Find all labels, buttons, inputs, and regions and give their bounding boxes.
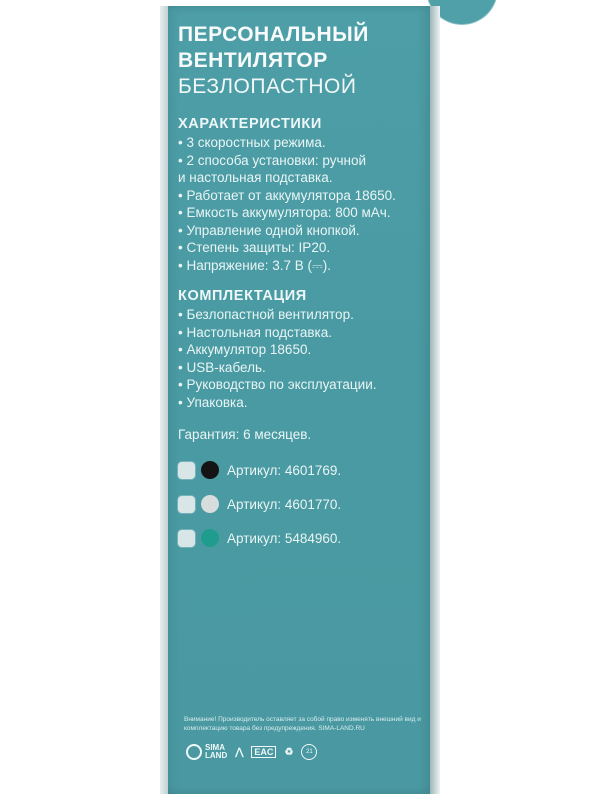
sima-land-logo: [186, 744, 227, 760]
sima-land-logo-icon: [186, 744, 202, 760]
title-line-3: БЕЗЛОПАСТНОЙ: [178, 75, 357, 98]
brand-line-1: SIMA: [205, 743, 225, 752]
checkbox-square-icon: [178, 530, 195, 547]
color-dot-black: [201, 461, 219, 479]
list-item: • 3 скоростных режима.: [178, 135, 326, 150]
certification-logos: [186, 744, 317, 760]
articles-list: [178, 460, 428, 548]
list-item: • Настольная подставка.: [178, 324, 332, 340]
list-item: • USB-кабель.: [178, 359, 266, 375]
checkbox-square-icon: [178, 496, 195, 513]
list-item: • Работает от аккумулятора 18650.: [178, 187, 396, 203]
package-list: [178, 306, 428, 411]
color-dot-teal: [201, 529, 219, 547]
brand-text: [205, 744, 227, 760]
article-row-2: [178, 494, 428, 514]
list-item: • Упаковка.: [178, 394, 248, 410]
box-content: [178, 22, 428, 548]
list-item: • Безлопастной вентилятор.: [178, 307, 354, 322]
list-item: и настольная подставка.: [178, 170, 333, 185]
article-row-1: [178, 460, 428, 480]
color-dot-white: [201, 495, 219, 513]
box-right-edge: [430, 6, 440, 794]
list-item: • Руководство по эксплуатации.: [178, 377, 377, 392]
list-item: • 2 способа установки: ручной: [178, 152, 367, 168]
article-label: Артикул: 4601770.: [227, 496, 342, 512]
characteristics-list: [178, 134, 428, 274]
list-item: • Аккумулятор 18650.: [178, 342, 312, 357]
lambda-mark-icon: ⋀: [235, 746, 244, 758]
characteristics-heading: ХАРАКТЕРИСТИКИ: [178, 116, 322, 132]
recycle-icon: ♻: [284, 746, 294, 758]
brand-line-2: LAND: [205, 751, 228, 760]
checkbox-square-icon: [178, 462, 195, 479]
product-title: [178, 22, 428, 100]
article-row-3: [178, 528, 428, 548]
article-label: Артикул: 4601769.: [227, 462, 342, 478]
article-label: Артикул: 5484960.: [227, 530, 342, 546]
list-item: • Управление одной кнопкой.: [178, 222, 360, 238]
package-heading: КОМПЛЕКТАЦИЯ: [178, 288, 307, 304]
eac-mark-icon: EAC: [251, 746, 276, 758]
list-item: • Степень защиты: IP20.: [178, 240, 331, 255]
title-line-1: ПЕРСОНАЛЬНЫЙ: [178, 23, 369, 46]
warranty-text: Гарантия: 6 месяцев.: [178, 427, 312, 442]
disclaimer-text: Внимание! Производитель оставляет за собой право изменять внешний вид и комплектацию товара без предупреждения. SIMA-LAND.RU: [184, 716, 421, 732]
list-item: • Емкость аккумулятора: 800 мАч.: [178, 205, 391, 220]
recycling-code-icon: 21: [301, 744, 317, 760]
title-line-2: ВЕНТИЛЯТОР: [178, 49, 328, 72]
list-item: • Напряжение: 3.7 В (⎓).: [178, 257, 332, 273]
